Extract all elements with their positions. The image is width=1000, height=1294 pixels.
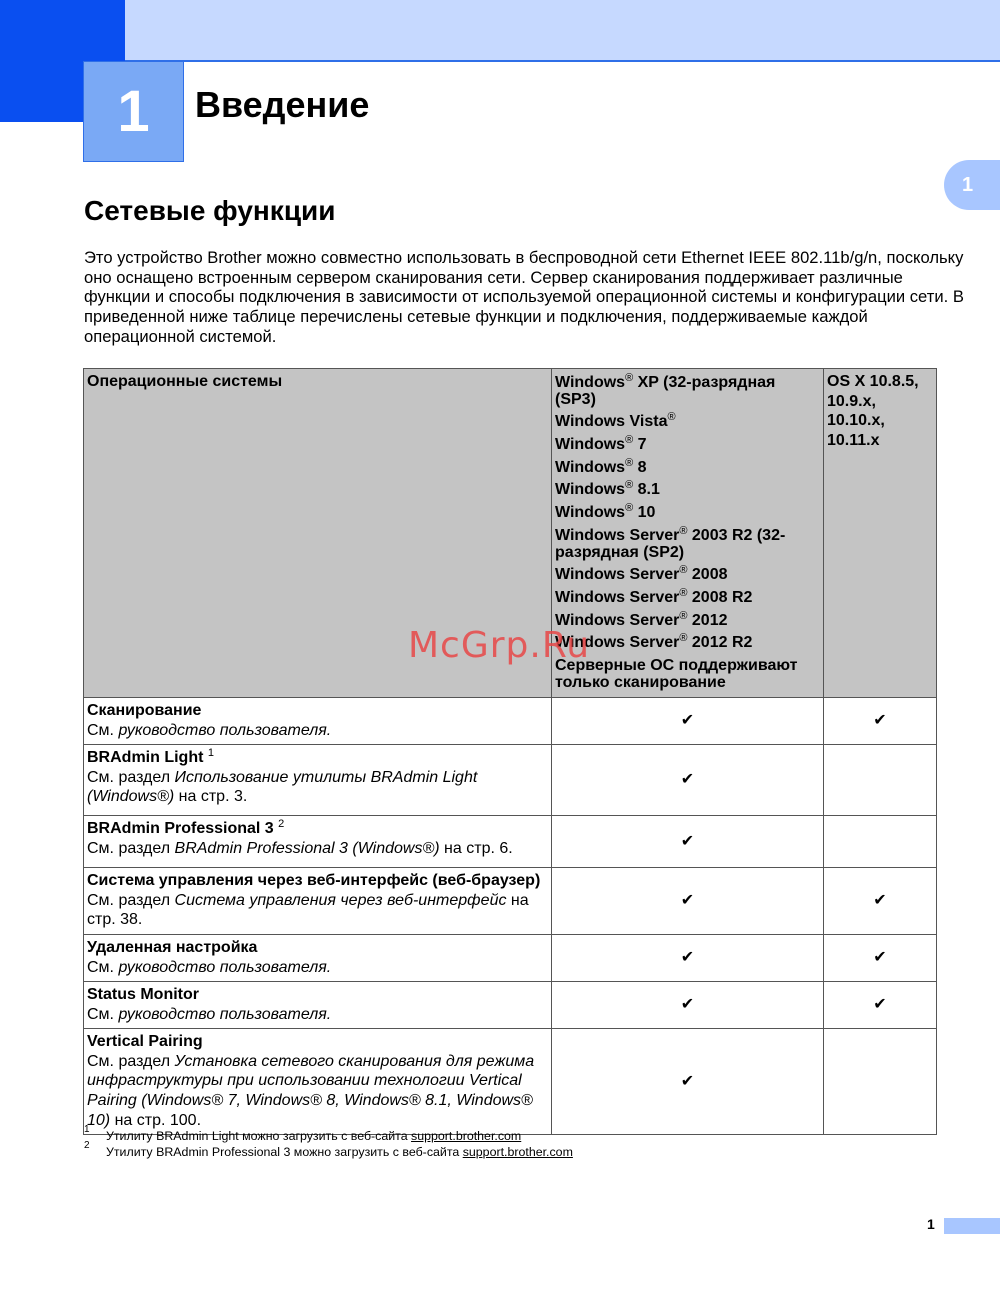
os-version: 10 <box>633 504 656 522</box>
mac-support-cell <box>824 1029 937 1135</box>
reference-title: руководство пользователя. <box>118 958 332 976</box>
os-name: Windows <box>555 435 626 453</box>
table-row <box>84 935 937 982</box>
intro-paragraph: Это устройство Brother можно совместно использовать в беспроводной сети Ethernet IEEE 802.11b/g/n, поскольку оно оснащено встроенным сервером сканирования сети. Сервер сканирования поддерживает различные функции и способы подключения в зависимости от используемой операционной системы и конфигурации сети. В приведенной ниже таблице перечислены сетевые функции и подключения, поддерживаемые каждой операционной системой. <box>84 248 964 346</box>
feature-reference <box>87 891 548 930</box>
mac-support-cell: ✔ <box>824 935 937 982</box>
os-version: 2003 R2 (32-разрядная (SP2) <box>555 526 786 561</box>
os-name: Windows <box>555 504 626 522</box>
reference-prefix: См. раздел <box>87 768 175 786</box>
registered-mark: ® <box>679 586 688 599</box>
reference-prefix: См. раздел <box>87 1052 175 1070</box>
feature-name <box>87 819 548 839</box>
feature-name <box>87 985 548 1005</box>
os-name: Windows <box>555 481 626 499</box>
os-item <box>555 632 820 655</box>
mac-support-cell: ✔ <box>824 982 937 1029</box>
features-table <box>83 368 937 1135</box>
windows-support-cell: ✔ <box>552 935 824 982</box>
windows-support-cell: ✔ <box>552 982 824 1029</box>
reference-title: Установка сетевого сканирования для режима инфраструктуры при использовании технологии Vertical Pairing (Windows® 7, Windows® 8, Windows® 8.1, Windows® 10) <box>87 1052 535 1129</box>
section-title: Сетевые функции <box>84 195 336 226</box>
reference-suffix: на стр. 6. <box>439 839 513 857</box>
reference-prefix: См. <box>87 1005 119 1023</box>
windows-support-cell: ✔ <box>552 745 824 816</box>
os-version: 2012 <box>687 611 728 629</box>
reference-suffix: на стр. 3. <box>174 788 248 806</box>
feature-cell <box>84 1029 552 1135</box>
feature-name <box>87 871 548 891</box>
footnote-text: Утилиту BRAdmin Professional 3 можно загрузить с веб-сайта <box>106 1145 463 1159</box>
feature-label: Удаленная настройка <box>87 939 258 957</box>
reference-title: Использование утилиты BRAdmin Light (Windows®) <box>87 768 478 806</box>
page-number: 1 <box>927 1216 935 1232</box>
registered-mark: ® <box>679 524 688 537</box>
registered-mark: ® <box>625 456 634 469</box>
feature-cell <box>84 982 552 1029</box>
feature-reference <box>87 768 548 807</box>
os-item <box>555 610 820 633</box>
footnote-link[interactable]: support.brother.com <box>411 1129 522 1143</box>
mac-support-cell: ✔ <box>824 698 937 745</box>
table-row <box>84 1029 937 1135</box>
server-os-note: Серверные ОС поддерживают только сканирование <box>555 657 798 692</box>
table-row <box>84 982 937 1029</box>
reference-title: руководство пользователя. <box>118 1005 332 1023</box>
footnote-link[interactable]: support.brother.com <box>462 1145 573 1159</box>
os-item <box>555 457 820 480</box>
os-version: 8.1 <box>633 481 660 499</box>
reference-title: руководство пользователя. <box>118 721 332 739</box>
registered-mark: ® <box>679 563 688 576</box>
os-header-cell: Операционные системы <box>84 369 552 698</box>
chapter-side-tab[interactable]: 1 <box>944 160 1000 210</box>
feature-label: Сканирование <box>87 702 202 720</box>
feature-reference <box>87 1005 548 1025</box>
feature-name <box>87 701 548 721</box>
reference-prefix: См. <box>87 721 119 739</box>
reference-suffix: на стр. 100. <box>110 1111 202 1129</box>
feature-label: Vertical Pairing <box>87 1033 203 1051</box>
feature-cell <box>84 816 552 868</box>
mac-support-cell <box>824 816 937 868</box>
feature-name <box>87 748 548 768</box>
os-name: Windows Server <box>555 588 680 606</box>
mac-support-cell <box>824 745 937 816</box>
chapter-number-box <box>83 61 184 162</box>
watermark: McGrp.Ru <box>408 625 591 666</box>
chapter-number: 1 <box>117 79 150 144</box>
reference-suffix: на стр. 38. <box>87 891 529 929</box>
mac-header-cell: OS X 10.8.5, 10.9.x, 10.10.x, 10.11.x <box>824 369 937 698</box>
feature-reference <box>87 721 548 741</box>
windows-support-cell: ✔ <box>552 816 824 868</box>
os-name: Windows Server <box>555 634 680 652</box>
table-row <box>84 816 937 868</box>
reference-prefix: См. <box>87 958 119 976</box>
chapter-title: Введение <box>195 84 370 125</box>
footnote-number: 1 <box>84 1124 90 1135</box>
footnote-number: 2 <box>84 1140 90 1151</box>
os-version: XP (32-разрядная (SP3) <box>555 374 776 408</box>
os-item <box>555 434 820 457</box>
reference-prefix: См. раздел <box>87 839 175 857</box>
os-version: 2012 R2 <box>687 634 753 652</box>
registered-mark: ® <box>625 479 634 492</box>
windows-support-cell: ✔ <box>552 698 824 745</box>
os-name: Windows Server <box>555 611 680 629</box>
feature-label: Status Monitor <box>87 986 199 1004</box>
table-row <box>84 698 937 745</box>
feature-cell <box>84 935 552 982</box>
mac-support-cell: ✔ <box>824 868 937 935</box>
windows-support-cell: ✔ <box>552 1029 824 1135</box>
feature-label: BRAdmin Professional 3 <box>87 820 274 838</box>
os-version: 2008 R2 <box>687 588 753 606</box>
os-item <box>555 479 820 502</box>
os-item <box>555 525 820 564</box>
reference-prefix: См. раздел <box>87 891 175 909</box>
feature-cell <box>84 745 552 816</box>
table-row <box>84 868 937 935</box>
feature-label: Система управления через веб-интерфейс (веб-браузер) <box>87 872 541 890</box>
footnote-ref: 1 <box>207 747 214 760</box>
os-item <box>555 372 820 411</box>
table-row <box>84 745 937 816</box>
header-band <box>0 0 1000 62</box>
page-number-bar <box>944 1218 1000 1234</box>
footnote-ref: 2 <box>278 818 285 831</box>
registered-mark: ® <box>625 433 634 446</box>
feature-cell <box>84 698 552 745</box>
os-version: 2008 <box>687 565 728 583</box>
os-name: Windows Server <box>555 565 680 583</box>
os-item <box>555 411 820 434</box>
feature-name <box>87 1032 548 1052</box>
os-version: 7 <box>633 435 647 453</box>
registered-mark: ® <box>625 372 634 384</box>
reference-title: BRAdmin Professional 3 (Windows®) <box>174 839 440 857</box>
registered-mark: ® <box>625 502 634 515</box>
os-item <box>555 502 820 525</box>
os-version: 8 <box>633 458 647 476</box>
windows-os-list <box>555 372 820 694</box>
feature-label: BRAdmin Light <box>87 749 204 767</box>
windows-support-cell: ✔ <box>552 868 824 935</box>
registered-mark: ® <box>679 609 688 622</box>
os-name: Windows Vista <box>555 413 668 430</box>
reference-title: Система управления через веб-интерфейс <box>174 891 507 909</box>
feature-cell <box>84 868 552 935</box>
os-item <box>555 587 820 610</box>
feature-reference <box>87 1052 548 1130</box>
feature-reference <box>87 839 548 859</box>
feature-reference <box>87 958 548 978</box>
os-name: Windows <box>555 458 626 476</box>
os-item <box>555 564 820 587</box>
registered-mark: ® <box>679 632 688 645</box>
os-name: Windows <box>555 374 626 391</box>
os-name: Windows Server <box>555 526 680 544</box>
windows-header-cell <box>552 369 824 698</box>
registered-mark: ® <box>667 411 676 423</box>
footnote-text: Утилиту BRAdmin Light можно загрузить с веб-сайта <box>106 1129 412 1143</box>
feature-name <box>87 938 548 958</box>
